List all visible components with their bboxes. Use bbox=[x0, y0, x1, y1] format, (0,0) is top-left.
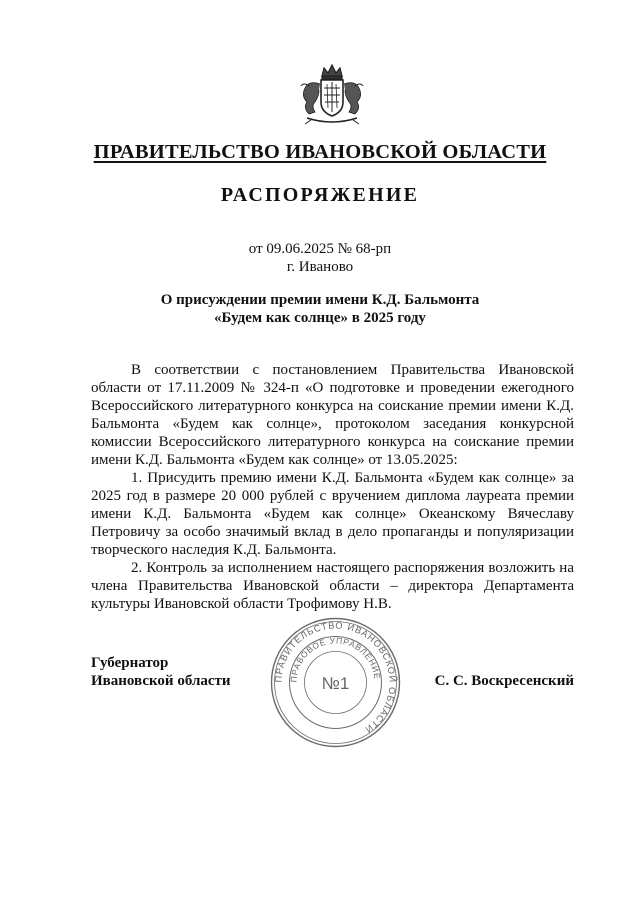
organization-title: ПРАВИТЕЛЬСТВО ИВАНОВСКОЙ ОБЛАСТИ bbox=[93, 141, 547, 163]
stamp-number: №1 bbox=[321, 674, 350, 693]
signatory-title bbox=[91, 654, 231, 690]
document-type: РАСПОРЯЖЕНИЕ bbox=[220, 184, 420, 206]
signatory-name: С. С. Воскресенский bbox=[434, 673, 574, 689]
signatory-title-line-2: Ивановской области bbox=[91, 673, 231, 689]
official-stamp bbox=[268, 615, 403, 750]
coat-of-arms-icon bbox=[291, 62, 373, 128]
stamp-outer-text: ПРАВИТЕЛЬСТВО ИВАНОВСКОЙ ОБЛАСТИ bbox=[273, 620, 398, 736]
document-body bbox=[91, 361, 574, 613]
document-date-number: от 09.06.2025 № 68-рп bbox=[248, 241, 392, 257]
body-paragraph: В соответствии с постановлением Правительства Ивановской области от 17.11.2009 № 324-п «О подготовке и проведении ежегодного Всероссийского литературного конкурса на соискание премии имени К.Д. Бальмонта «Будем как солнце», протоколом заседания конкурсной комиссии Всероссийского литературного конкурса на соискание премии имени К.Д. Бальмонта «Будем как солнце» от 13.05.2025: bbox=[91, 362, 574, 468]
document-city: г. Иваново bbox=[286, 259, 354, 275]
document-meta bbox=[0, 240, 640, 276]
stamp-inner-text: ПРАВОВОЕ УПРАВЛЕНИЕ bbox=[288, 635, 383, 683]
body-paragraph: 2. Контроль за исполнением настоящего распоряжения возложить на члена Правительства Ивановской области – директора Департамента культуры Ивановской области Трофимову Н.В. bbox=[91, 560, 574, 612]
document-subject bbox=[0, 291, 640, 327]
subject-line-1: О присуждении премии имени К.Д. Бальмонта bbox=[160, 292, 480, 308]
signatory-title-line-1: Губернатор bbox=[91, 655, 169, 671]
body-paragraph: 1. Присудить премию имени К.Д. Бальмонта «Будем как солнце» за 2025 год в размере 20 000 рублей с вручением диплома лауреата премии имени К.Д. Бальмонта «Будем как солнце» Океанскому Вячеславу Петровичу за особо значимый вклад в дело пропаганды и популяризации творческого наследия К.Д. Бальмонта. bbox=[91, 470, 574, 558]
subject-line-2: «Будем как солнце» в 2025 году bbox=[214, 310, 426, 326]
